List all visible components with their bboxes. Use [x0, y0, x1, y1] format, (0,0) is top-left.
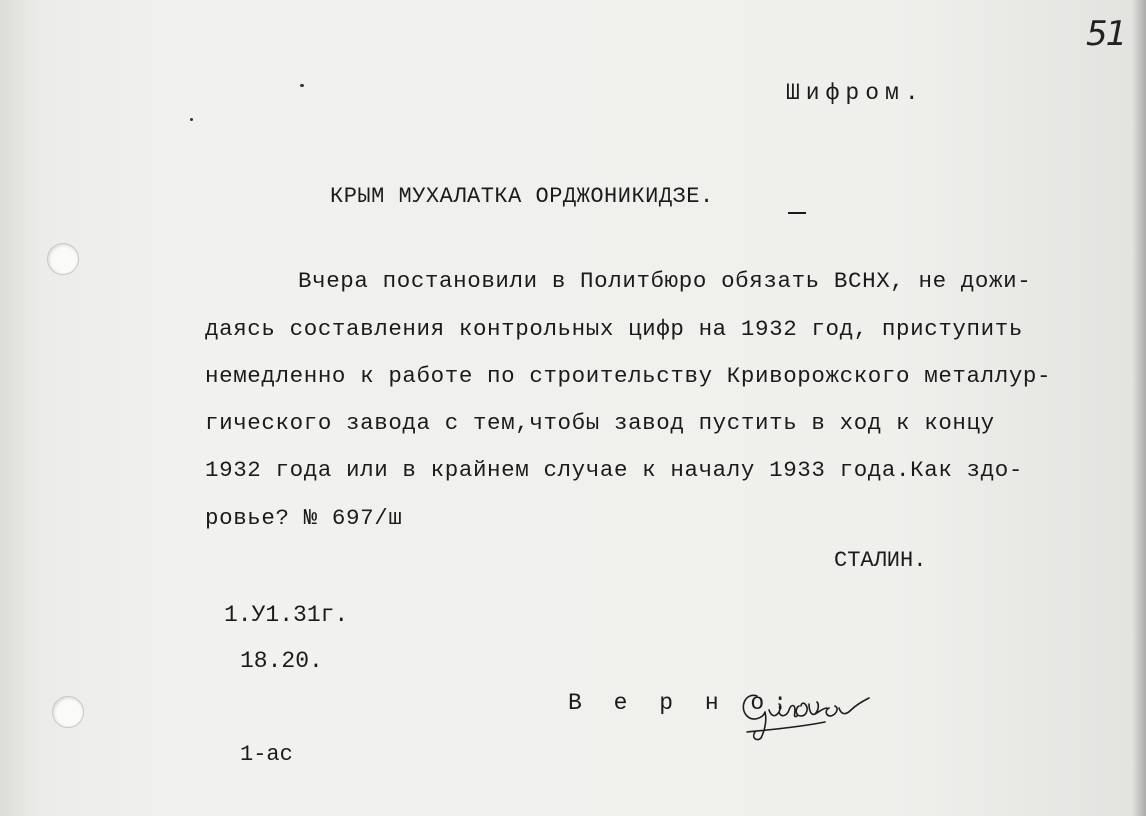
time-stamp: 18.20.	[240, 648, 323, 674]
ink-speck	[190, 118, 193, 121]
sender-signature: СТАЛИН.	[834, 548, 927, 573]
ink-speck	[300, 84, 304, 87]
cipher-label: Шифром.	[786, 80, 925, 106]
body-line: немедленно к работе по строительству Криворожского металлур-	[205, 363, 1052, 389]
body-line: ровье? № 697/ш	[205, 505, 403, 531]
body-line: 1932 года или в крайнем случае к началу 1933 года.Как здо-	[205, 457, 1023, 483]
punch-hole	[47, 243, 79, 275]
verification-label: В е р н о:	[568, 690, 797, 716]
page-number: 51	[1086, 14, 1126, 54]
addressee-line: КРЫМ МУХАЛАТКА ОРДЖОНИКИДЗЕ.	[330, 184, 714, 209]
punch-hole	[52, 696, 84, 728]
handwritten-signature	[735, 682, 875, 744]
body-line: Вчера постановили в Политбюро обязать ВСНХ, не дожи-	[298, 268, 1032, 294]
addressee-underline	[788, 212, 806, 214]
body-line: даясь составления контрольных цифр на 1932 год, приступить	[205, 316, 1023, 342]
typist-initials: 1-ас	[240, 742, 293, 767]
date-stamp: 1.У1.31г.	[224, 602, 349, 628]
body-line: гического завода с тем,чтобы завод пустить в ход к концу	[205, 410, 995, 436]
page-edge-shadow	[1132, 0, 1146, 816]
